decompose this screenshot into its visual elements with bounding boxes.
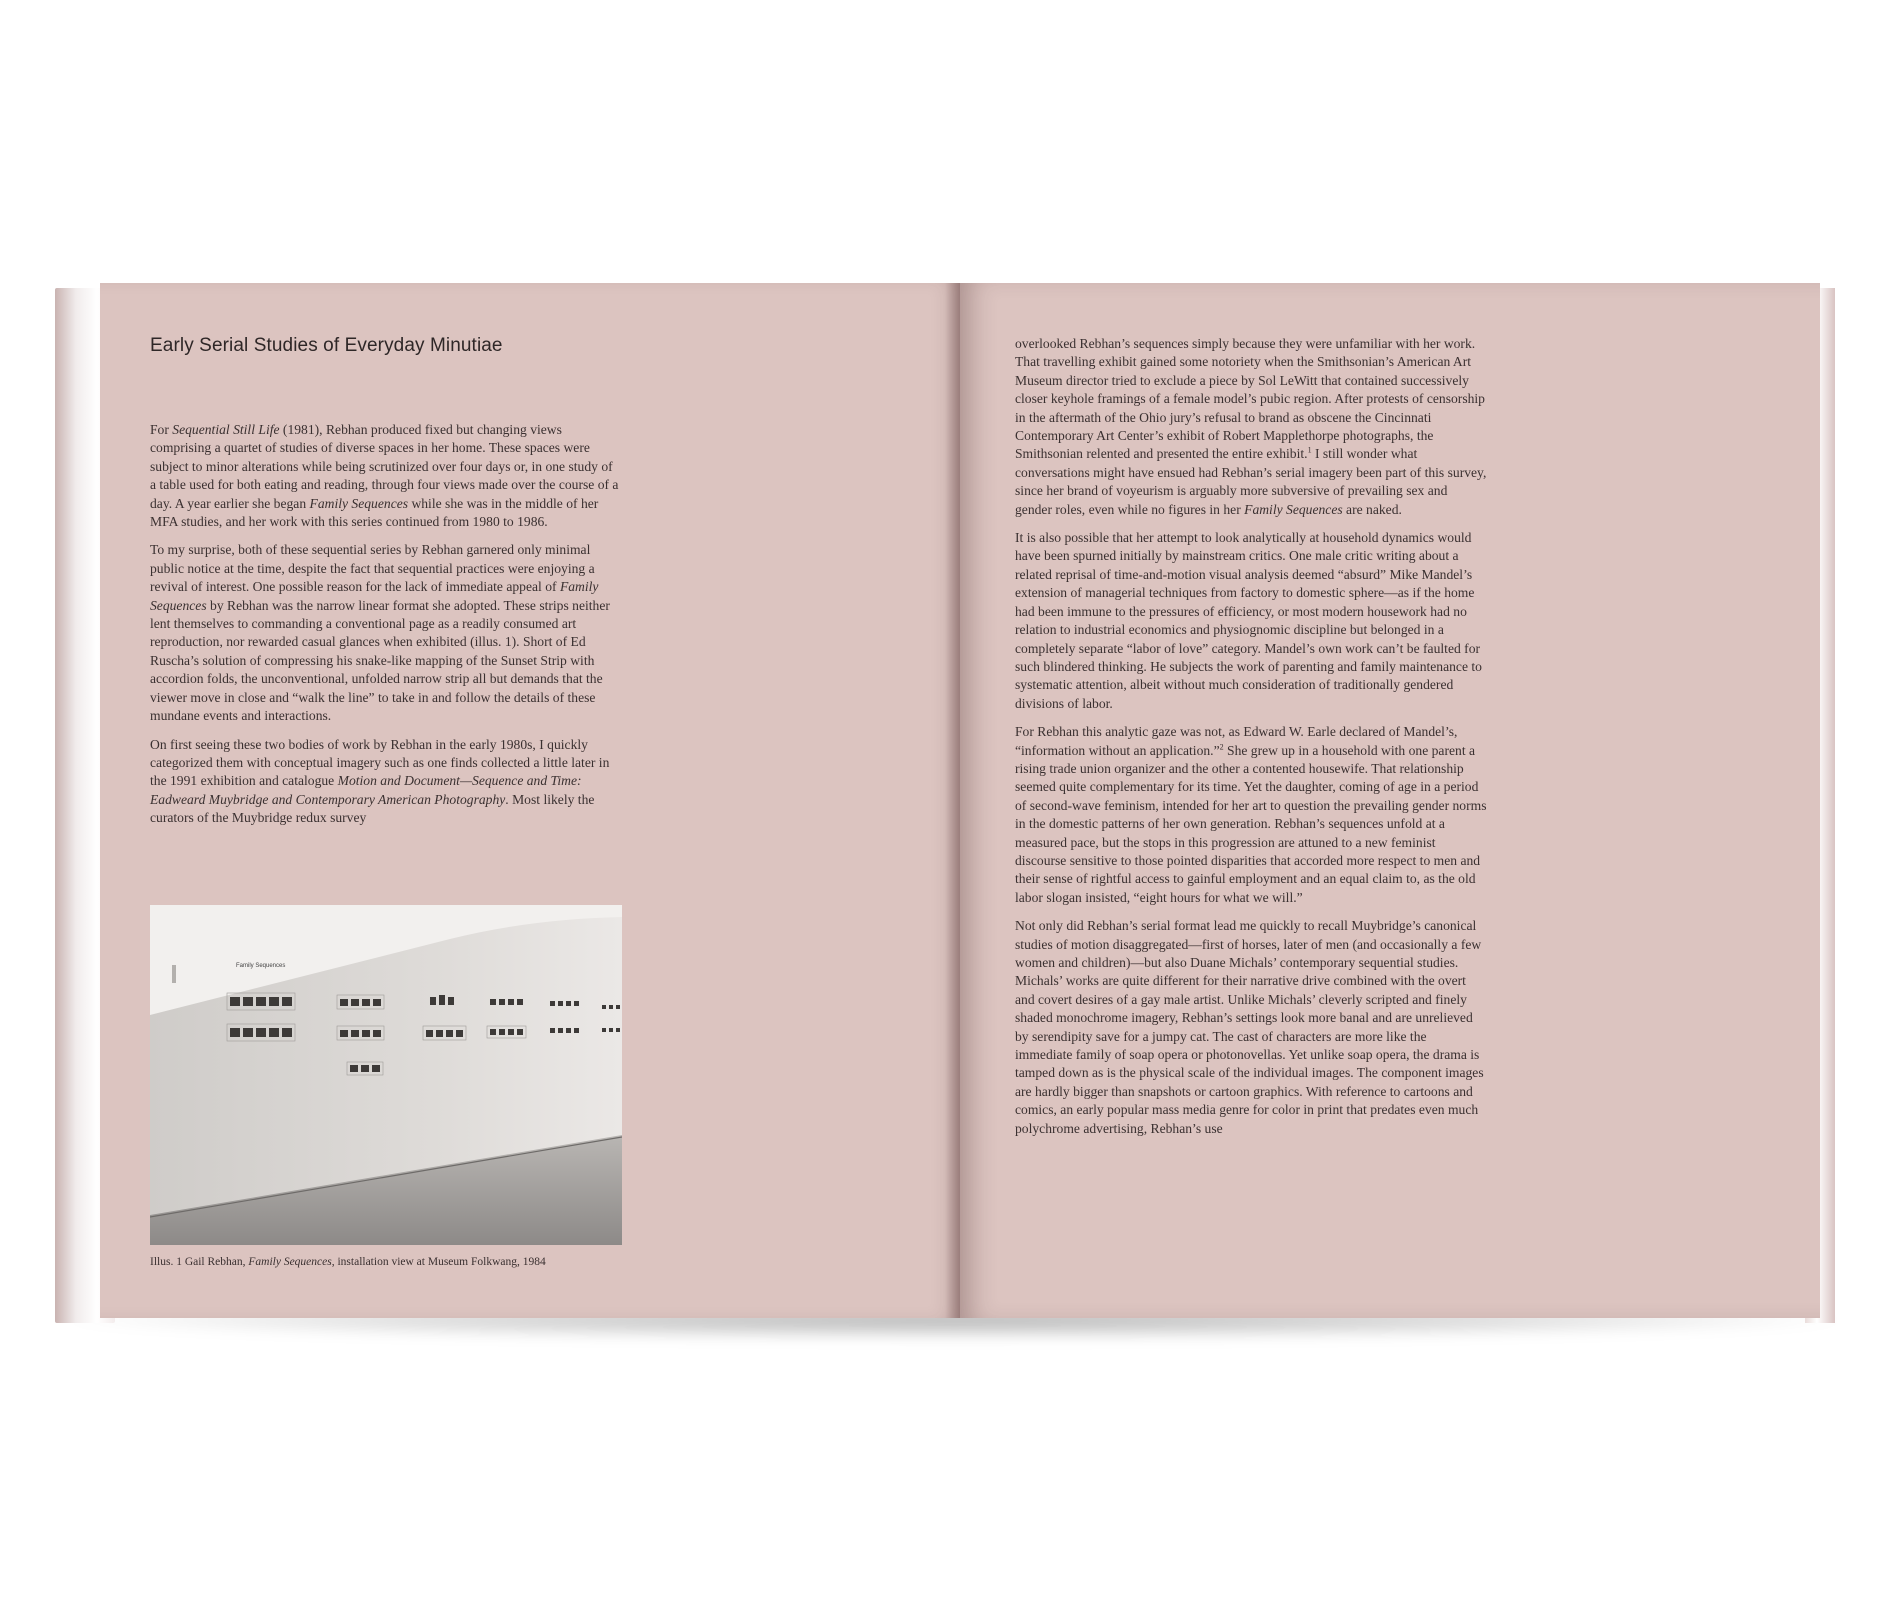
italic-title: Sequential Still Life <box>172 422 280 437</box>
left-paragraph-3 <box>150 736 622 828</box>
left-paragraph-1 <box>150 421 622 531</box>
right-page <box>960 283 1820 1318</box>
text-segment: It is also possible that her attempt to look analytically at household dynamics would have been spurned initially by mainstream critics. One male critic writing about a related reprisal of time-and-motion visual analysis deemed “absurd” Mike Mandel’s extension of managerial techniques from factory to domestic sphere—as if the home had been immune to the pressures of efficiency, or most modern housework had no relation to industrial economics and physiognomic discipline but belonged in a completely separate “labor of love” category. Mandel’s own work can’t be faulted for such blindered thinking. He subjects the work of parenting and family maintenance to systematic attention, albeit without much consideration of traditionally gendered divisions of labor. <box>1015 530 1482 711</box>
text-segment: Illus. 1 Gail Rebhan, <box>150 1256 249 1268</box>
italic-title: Family Sequences <box>150 579 599 613</box>
right-paragraph-4 <box>1015 917 1487 1138</box>
footnote-ref: 2 <box>1219 742 1224 751</box>
right-paragraph-1 <box>1015 335 1487 519</box>
text-segment: (1981), Rebhan produced fixed but changing views comprising a quartet of studies of diverse spaces in her home. These spaces were subject to minor alterations while being scrutinized over four days or, in one study of a table used for both eating and reading, through four views made over the course of a day. A year earlier she began <box>150 422 619 511</box>
wall-label: Family Sequences <box>236 963 286 969</box>
text-segment: by Rebhan was the narrow linear format she adopted. These strips neither lent themselves to commanding a conventional page as a readily consumed art reproduction, nor rewarded casual glances when exhibited (illus. 1). Short of Ed Ruscha’s solution of compressing his snake-like mapping of the Sunset Strip with accordion folds, the unconventional, unfolded narrow strip all but demands that the viewer move in close and “walk the line” to take in and follow the details of these mundane events and interactions. <box>150 597 610 724</box>
text-segment: are naked. <box>1342 501 1402 517</box>
text-segment: Not only did Rebhan’s serial format lead me quickly to recall Muybridge’s canonical studies of motion disaggregated—first of horses, later of men (and occasionally a few women and children)—but also Duane Michals’ contemporary sequential studies. Michals’ works are quite different for their narrative drive combined with the overt and covert desires of a gay male artist. Unlike Michals’ cleverly scripted and finely shaded monochrome imagery, Rebhan’s settings look more banal and are unrelieved by serendipity save for a jumpy cat. The cast of characters are more like the immediate family of soap opera or photonovellas. Yet unlike soap opera, the drama is tamped down as is the physical scale of the individual images. The component images are hardly bigger than snapshots or cartoon graphics. With reference to cartoons and comics, an early popular mass media genre for color in print that predates even much polychrome advertising, Rebhan’s use <box>1015 918 1484 1136</box>
right-paragraph-3 <box>1015 723 1487 907</box>
text-segment: On first seeing these two bodies of work by Rebhan in the early 1980s, I quickly categorized them with conceptual imagery such as one finds collected a little later in the 1991 exhibition and catalogue <box>150 736 610 789</box>
text-segment: For Rebhan this analytic gaze was not, as Edward W. Earle declared of Mandel’s, “information without an application.” <box>1015 724 1458 758</box>
italic-title: Motion and Document—Sequence and Time: Eadweard Muybridge and Contemporary American Photography <box>150 773 582 807</box>
text-segment: . Most likely the curators of the Muybridge redux survey <box>150 791 595 826</box>
figure-caption <box>150 1256 850 1268</box>
footnote-ref: 1 <box>1307 445 1312 455</box>
text-segment: She grew up in a household with one parent a rising trade union organizer and the other a contented housewife. That relationship seemed quite complementary for its time. Yet the daughter, coming of age in a period of second-wave feminism, intended for her art to question the prevailing gender norms in the domestic patterns of her own generation. Rebhan’s sequences unfold at a measured pace, but the stops in this progression are attuned to a new feminist discourse sensitive to those pointed disparities that accorded more respect to men and their sense of rightful access to gainful employment and an equal claim to, as the old labor slogan insisted, “eight hours for what we will.” <box>1015 742 1487 905</box>
text-segment: I still wonder what conversations might have ensued had Rebhan’s serial imagery been part of this survey, since her brand of voyeurism is arguably more subversive of prevailing sex and gender roles, even while no figures in her <box>1015 446 1487 517</box>
text-segment: while she was in the middle of her MFA studies, and her work with this series continued from 1980 to 1986. <box>150 495 599 530</box>
right-paragraph-2 <box>1015 529 1487 713</box>
text-segment: For <box>150 422 173 437</box>
italic-title: Family Sequences <box>309 495 409 511</box>
left-page <box>100 283 960 1318</box>
text-segment: To my surprise, both of these sequential series by Rebhan garnered only minimal public notice at the time, despite the fact that sequential practices were enjoying a revival of interest. One possible reason for the lack of immediate appeal of <box>150 542 595 595</box>
italic-title: Family Sequences <box>1244 501 1343 517</box>
right-text-column <box>1015 335 1487 1148</box>
text-segment: overlooked Rebhan’s sequences simply because they were unfamiliar with her work. That travelling exhibit gained some notoriety when the Smithsonian’s American Art Museum director tried to exclude a piece by Sol LeWitt that contained successively closer keyhole framings of a female model’s pubic region. After protests of censorship in the aftermath of the Ohio jury’s refusal to brand as obscene the Cincinnati Contemporary Art Center’s exhibit of Robert Mapplethorpe photographs, the Smithsonian relented and presented the entire exhibit. <box>1015 336 1485 462</box>
section-heading: Early Serial Studies of Everyday Minutiae <box>150 335 503 356</box>
left-text-column <box>150 421 622 838</box>
left-paragraph-2 <box>150 541 622 725</box>
installation-photo <box>150 905 622 1245</box>
italic-title: Family Sequences <box>248 1256 332 1268</box>
installation-photo-svg <box>150 905 622 1245</box>
text-segment: , installation view at Museum Folkwang, 1984 <box>331 1256 546 1268</box>
